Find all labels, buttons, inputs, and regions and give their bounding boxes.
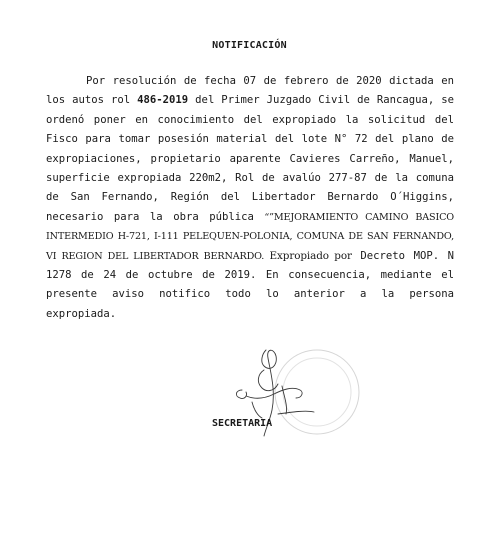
case-rol-number: 486-2019 [137,94,189,107]
body-text-part-3: Expropiado por [264,249,352,262]
handwritten-signature [222,340,372,450]
official-stamp [275,350,359,434]
body-text-part-4: Decreto MOP. N 1278 de 24 de octubre de 2019. En consecuencia, mediante el presente aviso notifico todo lo anterior a la persona expropiada. [46,249,454,320]
signatory-title: SECRETARIA [212,418,273,429]
public-work-name: “”MEJORAMIENTO CAMINO BASICO INTERMEDIO H-721, I-111 PELEQUEN-POLONIA, COMUNA DE SAN FERNANDO, VI REGION DEL LIBERTADOR BERNARDO. [46,211,454,262]
document-title: NOTIFICACIÓN [212,40,287,51]
body-text-part-1: Por resolución de fecha 07 de febrero de 2020 dictada en los autos rol [46,75,454,107]
notification-body [46,72,454,324]
body-text-part-2: del Primer Juzgado Civil de Rancagua, se ordenó poner en conocimiento del expropiado la solicitud del Fisco para tomar posesión material del lote N° 72 del plano de expropiaciones, propietario aparente Cavieres Carreño, Manuel, superficie expropiada 220m2, Rol de avalúo 277-87 de la comuna de San Fernando, Región del Libertador Bernardo O´Higgins, necesario para la obra pública [46,94,455,223]
